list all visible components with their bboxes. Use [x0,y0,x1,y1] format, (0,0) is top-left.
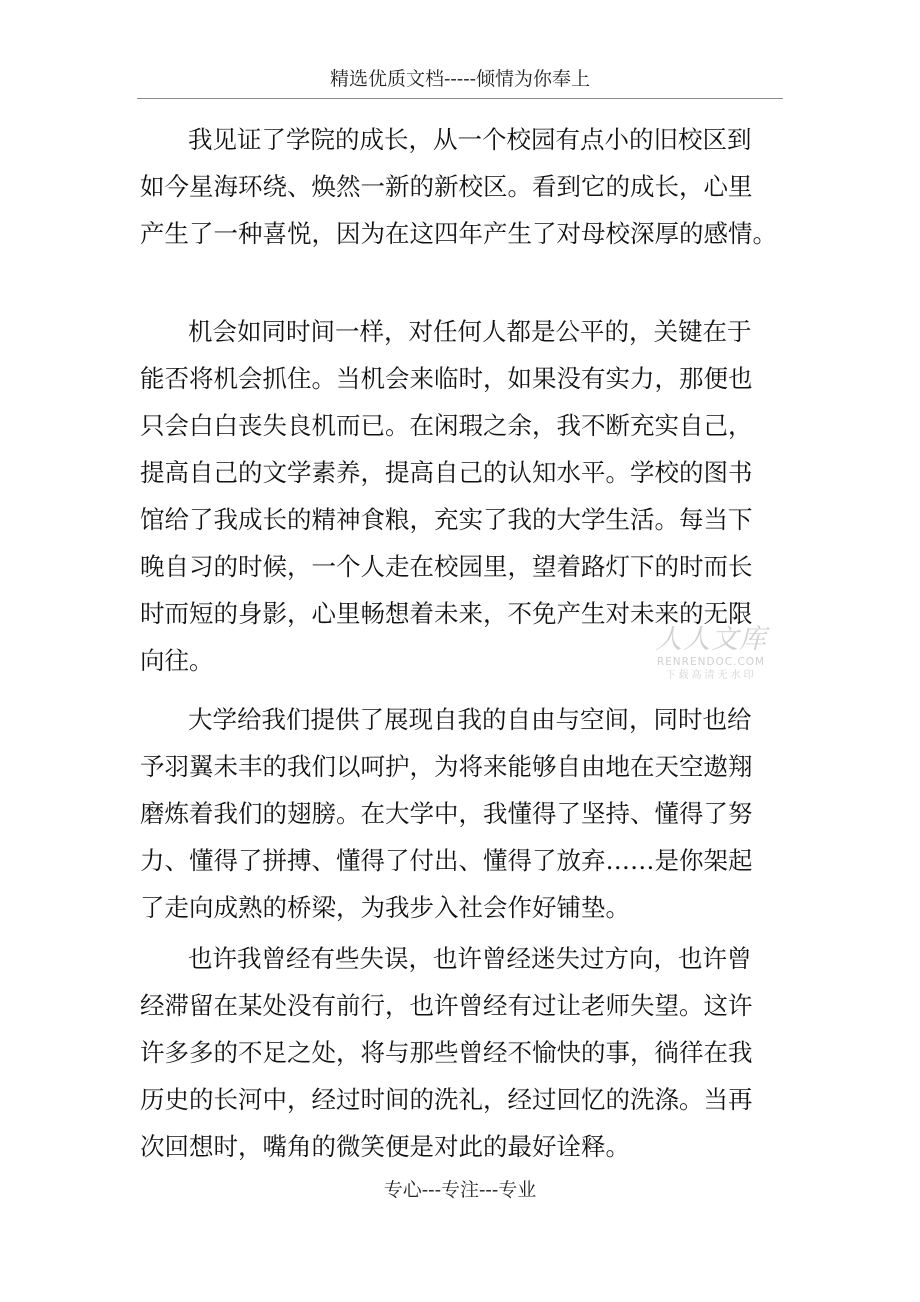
paragraph-line: 机会如同时间一样，对任何人都是公平的，关键在于 [188,317,752,346]
paragraph-line: 如今星海环绕、焕然一新的新校区。看到它的成长，心里 [140,172,753,201]
page-footer: 专心---专注---专业 [383,1179,537,1201]
watermark-logo [646,624,776,684]
paragraph-line: 晚自习的时候，一个人走在校园里，望着路灯下的时而长 [140,552,753,581]
paragraph-line: 时而短的身影，心里畅想着未来，不免产生对未来的无限 [140,599,753,628]
paragraph-line: 了走向成熟的桥梁，为我步入社会作好铺垫。 [140,893,630,922]
paragraph-line: 提高自己的文学素养，提高自己的认知水平。学校的图书 [140,458,753,487]
watermark-sub: 下载高清无水印 [665,670,757,681]
paragraph-line: 馆给了我成长的精神食粮，充实了我的大学生活。每当下 [140,505,753,534]
paragraph-line: 我见证了学院的成长，从一个校园有点小的旧校区到 [188,125,752,154]
paragraph-line: 力、懂得了拼搏、懂得了付出、懂得了放弃……是你架起 [140,846,753,875]
paragraph-line: 历史的长河中，经过时间的洗礼，经过回忆的洗涤。当再 [140,1085,753,1114]
watermark-main: 人人文库 [655,624,767,655]
paragraph-line: 向往。 [140,646,214,675]
watermark-url: RENRENDOC.COM [656,656,766,668]
paragraph-line: 大学给我们提供了展现自我的自由与空间，同时也给 [188,705,752,734]
paragraph-line: 许多多的不足之处，将与那些曾经不愉快的事，徜徉在我 [140,1038,753,1067]
paragraph-line: 经滞留在某处没有前行，也许曾经有过让老师失望。这许 [140,991,753,1020]
paragraph-line: 予羽翼未丰的我们以呵护，为将来能够自由地在天空遨翔 [140,752,753,781]
paragraph-line: 只会白白丧失良机而已。在闲瑕之余，我不断充实自己， [140,411,753,440]
paragraph-line: 磨炼着我们的翅膀。在大学中，我懂得了坚持、懂得了努 [140,799,753,828]
paragraph-line: 能否将机会抓住。当机会来临时，如果没有实力，那便也 [140,364,753,393]
paragraph-line: 产生了一种喜悦，因为在这四年产生了对母校深厚的感情。 [140,219,777,248]
page-header: 精选优质文档-----倾情为你奉上 [137,62,783,99]
paragraph-line: 也许我曾经有些失误，也许曾经迷失过方向，也许曾 [188,944,752,973]
paragraph-line: 次回想时，嘴角的微笑便是对此的最好诠释。 [140,1132,630,1161]
